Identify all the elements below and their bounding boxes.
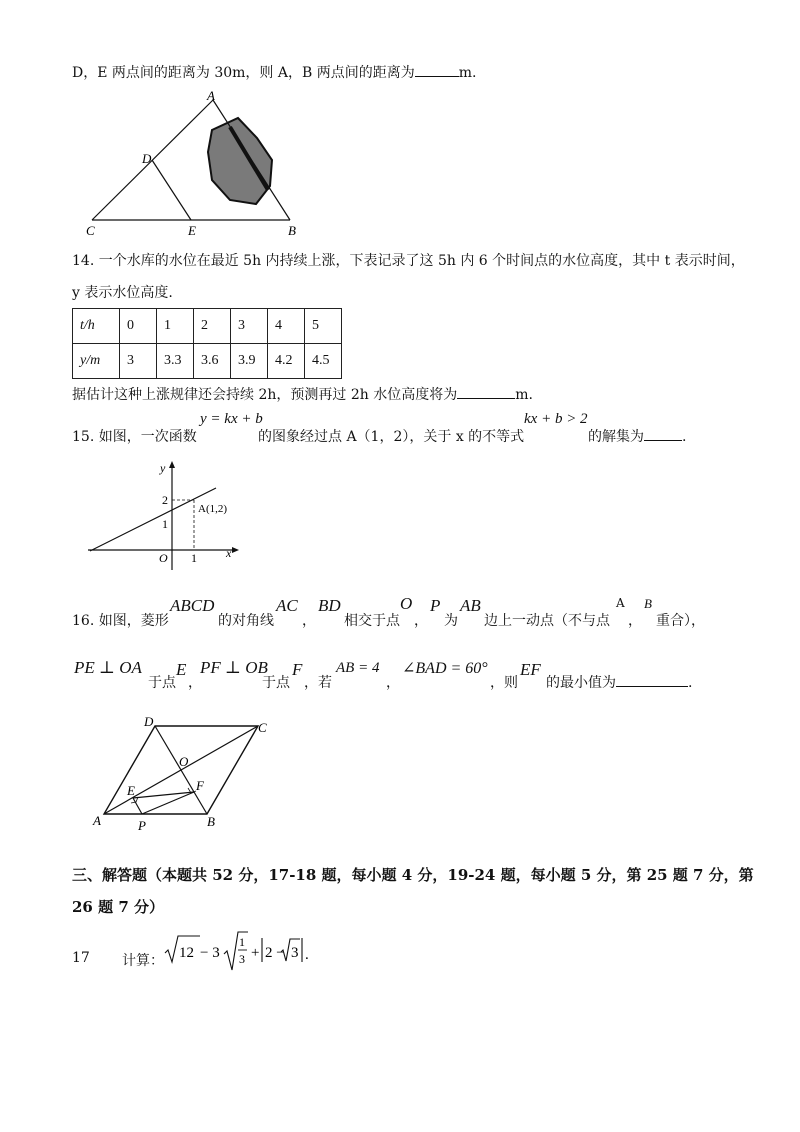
q14-line1: 14. 一个水库的水位在最近 5h 内持续上涨，下表记录了这 5h 内 6 个时间点的水位高度，其中 t 表示时间， <box>72 253 745 269</box>
q14-line2: y 表示水位高度. <box>72 285 173 301</box>
q14-answer-blank[interactable] <box>457 384 515 399</box>
q16-segment-pe <box>133 798 142 814</box>
q16-label-d: D <box>144 714 154 729</box>
q13-line-de <box>152 160 191 220</box>
q14-y-header: y/m <box>73 344 120 379</box>
q15-text-start: 15. 如图，一次函数 <box>72 429 197 445</box>
q15-origin-label: O <box>159 551 168 565</box>
q17-radicand-12: 12 <box>179 945 194 961</box>
q13-label-a: A <box>207 90 215 103</box>
q16-answer-line <box>546 672 692 692</box>
q16-text-13: ， <box>386 675 400 691</box>
q15-answer-line <box>588 426 686 446</box>
q16-text-1: 16. 如图，菱形 <box>72 613 169 629</box>
q16-pf-perp-ob: PF ⊥ OB <box>200 658 268 677</box>
q16-ab: AB <box>460 596 481 615</box>
q15-tick-y2: 2 <box>162 493 168 507</box>
q14-prediction-text: 据估计这种上涨规律还会持续 2h，预测再过 2h 水位高度将为 <box>72 387 458 403</box>
q13-label-e: E <box>188 223 196 238</box>
q15-y-arrow <box>169 461 175 468</box>
q15-text-middle: 的图象经过点 A（1，2），关于 x 的不等式 <box>258 429 525 445</box>
q16-ab-equals-4: AB = 4 <box>336 660 380 676</box>
q14-y-cell: 3.3 <box>157 344 194 379</box>
q16-point-a: A <box>616 596 625 610</box>
q15-function: y = kx + b <box>200 411 263 427</box>
q16-text-14: ，则 <box>490 675 518 691</box>
q16-bd: BD <box>318 596 341 615</box>
q16-angle-bad: ∠BAD = 60° <box>402 660 488 677</box>
q16-text-15: 的最小值为 <box>546 675 616 691</box>
q14-t-cell: 0 <box>120 309 157 344</box>
q16-text-3: 相交于点 <box>344 613 400 629</box>
q16-e: E <box>176 660 187 679</box>
q15-function-line <box>90 488 216 551</box>
q16-comma-1: ， <box>302 613 316 629</box>
q15-x-arrow <box>232 547 239 553</box>
table-row <box>73 309 342 344</box>
q16-p: P <box>430 596 441 615</box>
q17-radicand-3: 3 <box>291 945 299 961</box>
q16-period: . <box>688 675 693 691</box>
q16-text-10: ， <box>188 675 202 691</box>
q13-figure <box>80 90 310 238</box>
q15-period: . <box>682 429 687 445</box>
q15-text-end: 的解集为 <box>588 429 644 445</box>
q16-diagonal-bd <box>155 726 207 814</box>
q14-prediction-unit: m. <box>515 387 533 403</box>
q14-t-cell: 3 <box>231 309 268 344</box>
q15-tick-y1: 1 <box>162 517 168 531</box>
q16-text-8: 重合）， <box>656 613 705 629</box>
q16-label-b: B <box>207 814 215 829</box>
q16-text-7: ， <box>628 613 642 629</box>
q16-segment-pf <box>142 792 194 814</box>
q16-o: O <box>400 594 413 613</box>
q16-segment-ef <box>133 792 194 798</box>
q14-y-cell: 4.5 <box>305 344 342 379</box>
q14-t-cell: 1 <box>157 309 194 344</box>
q17-minus-3: − 3 <box>200 945 220 961</box>
q17-period: . <box>305 947 309 963</box>
q13-tail-unit: m. <box>458 65 477 81</box>
q16-text-11: 于点 <box>262 675 290 691</box>
q14-t-header: t/h <box>73 309 120 344</box>
q16-text-2: 的对角线 <box>218 613 274 629</box>
q14-table <box>72 308 342 379</box>
q17-abs-inner: 2 − <box>265 945 285 961</box>
q16-figure <box>90 710 280 834</box>
q13-label-c: C <box>86 223 95 238</box>
q14-t-cell: 4 <box>268 309 305 344</box>
q16-label-o: O <box>179 754 189 769</box>
q17-label: 计算： <box>122 953 164 969</box>
q17-expression <box>162 928 312 974</box>
q16-answer-blank[interactable] <box>616 672 688 687</box>
q14-y-cell: 4.2 <box>268 344 305 379</box>
section-3-heading-line-1: 三、解答题（本题共 52 分，17-18 题，每小题 4 分，19-24 题，每小题 5 分，第 25 题 7 分，第 <box>72 866 754 884</box>
q17-plus: + <box>251 945 260 961</box>
q15-y-label: y <box>160 461 166 475</box>
q16-text-9: 于点 <box>148 675 176 691</box>
q13-tail-line <box>72 62 476 82</box>
section-3-heading-line-2: 26 题 7 分） <box>72 898 164 916</box>
q17-frac-denominator: 3 <box>239 952 245 966</box>
q13-pond-shape <box>208 118 272 204</box>
q15-point-label: A(1,2) <box>198 503 228 515</box>
q16-text-4: ， <box>414 613 428 629</box>
q13-label-b: B <box>288 223 296 238</box>
q16-ef: EF <box>520 660 541 679</box>
table-row <box>73 344 342 379</box>
q15-graph <box>80 458 250 576</box>
q16-pe-perp-oa: PE ⊥ OA <box>74 658 142 677</box>
q13-label-d: D <box>142 151 152 166</box>
q14-t-cell: 5 <box>305 309 342 344</box>
q15-tick-x1: 1 <box>191 551 197 565</box>
q16-text-12: ，若 <box>304 675 332 691</box>
q14-t-cell: 2 <box>194 309 231 344</box>
q15-answer-blank[interactable] <box>644 426 682 441</box>
q16-f: F <box>292 660 303 679</box>
q16-abcd: ABCD <box>170 596 215 615</box>
q14-prediction-line <box>72 384 533 404</box>
q14-y-cell: 3 <box>120 344 157 379</box>
q16-label-f: F <box>196 778 204 793</box>
q13-answer-blank[interactable] <box>415 62 459 77</box>
q15-x-label: x <box>226 546 232 560</box>
q16-label-p: P <box>138 818 146 833</box>
q16-label-a: A <box>93 813 101 828</box>
q17-number: 17 <box>72 950 90 966</box>
q14-y-cell: 3.6 <box>194 344 231 379</box>
q13-tail-text: D，E 两点间的距离为 30m，则 A，B 两点间的距离为 <box>72 65 415 81</box>
q16-text-5: 为 <box>444 613 458 629</box>
q16-ac: AC <box>276 596 298 615</box>
q17-frac-numerator: 1 <box>239 935 245 949</box>
q16-label-c: C <box>258 720 267 735</box>
q15-inequality: kx + b > 2 <box>524 411 588 427</box>
q16-point-b: B <box>644 596 652 611</box>
q16-label-e: E <box>127 783 135 798</box>
q16-text-6: 边上一动点（不与点 <box>484 613 610 629</box>
q14-y-cell: 3.9 <box>231 344 268 379</box>
